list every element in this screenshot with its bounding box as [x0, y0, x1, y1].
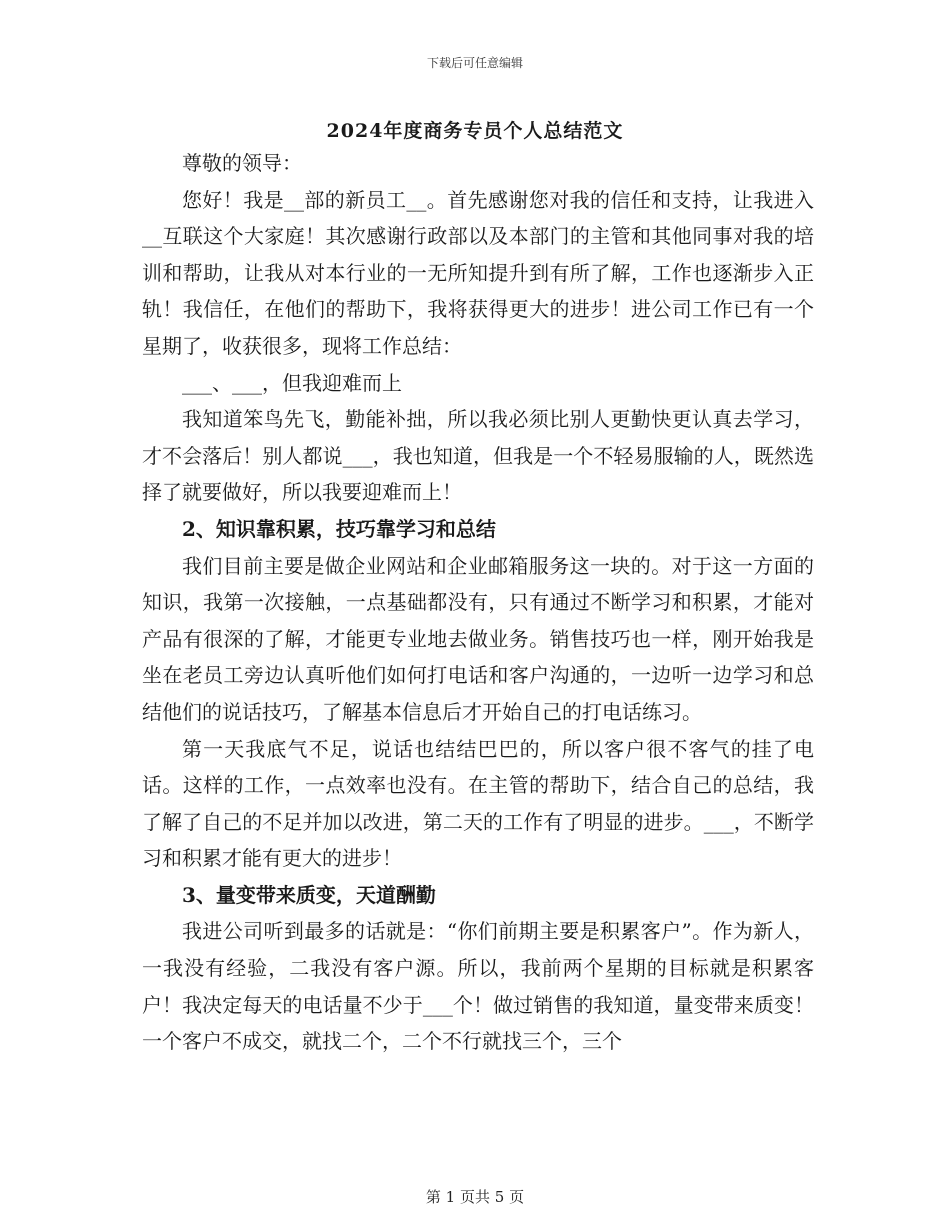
salutation: 尊敬的领导： — [182, 151, 302, 175]
page-number: 第 1 页共 5 页 — [425, 1188, 525, 1206]
paragraph-section-1: 我知道笨鸟先飞，勤能补拙，所以我必须比别人更勤快更认真去学习，才不会落后！别人都说___，我也知道，但我是一个不轻易服输的人，既然选择了就要做好，所以我要迎难而上！ — [142, 407, 814, 505]
section-1-heading: ___、___，但我迎难而上 — [182, 370, 402, 395]
section-2-heading: 2、知识靠积累，技巧靠学习和总结 — [182, 516, 496, 541]
section-3-heading: 3、量变带来质变，天道酬勤 — [182, 882, 436, 907]
paragraph-section-2a: 我们目前主要是做企业网站和企业邮箱服务这一块的。对于这一方面的知识，我第一次接触，一点基础都没有，只有通过不断学习和积累，才能对产品有很深的了解，才能更专业地去做业务。销售技巧也一样，刚开始我是坐在老员工旁边认真听他们如何打电话和客户沟通的，一边听一边学习和总结他们的说话技巧，了解基本信息后才开始自己的打电话练习。 — [142, 553, 814, 724]
document-body — [142, 145, 814, 1060]
page-title: 2024年度商务专员个人总结范文 — [326, 120, 624, 142]
paragraph-section-2b: 第一天我底气不足，说话也结结巴巴的，所以客户很不客气的挂了电话。这样的工作，一点效率也没有。在主管的帮助下，结合自己的总结，我了解了自己的不足并加以改进，第二天的工作有了明显的进步。___，不断学习和积累才能有更大的进步！ — [142, 736, 814, 871]
paragraph-greeting: 您好！我是__部的新员工__。首先感谢您对我的信任和支持，让我进入__互联这个大家庭！其次感谢行政部以及本部门的主管和其他同事对我的培训和帮助，让我从对本行业的一无所知提升到有所了解，工作也逐渐步入正轨！我信任，在他们的帮助下，我将获得更大的进步！进公司工作已有一个星期了，收获很多，现将工作总结： — [142, 187, 814, 358]
paragraph-section-3: 我进公司听到最多的话就是：“你们前期主要是积累客户”。作为新人，一我没有经验，二我没有客户源。所以，我前两个星期的目标就是积累客户！我决定每天的电话量不少于___个！做过销售的我知道，量变带来质变！一个客户不成交，就找二个，二个不行就找三个，三个 — [142, 919, 814, 1054]
header-note: 下载后可任意编辑 — [426, 56, 523, 70]
